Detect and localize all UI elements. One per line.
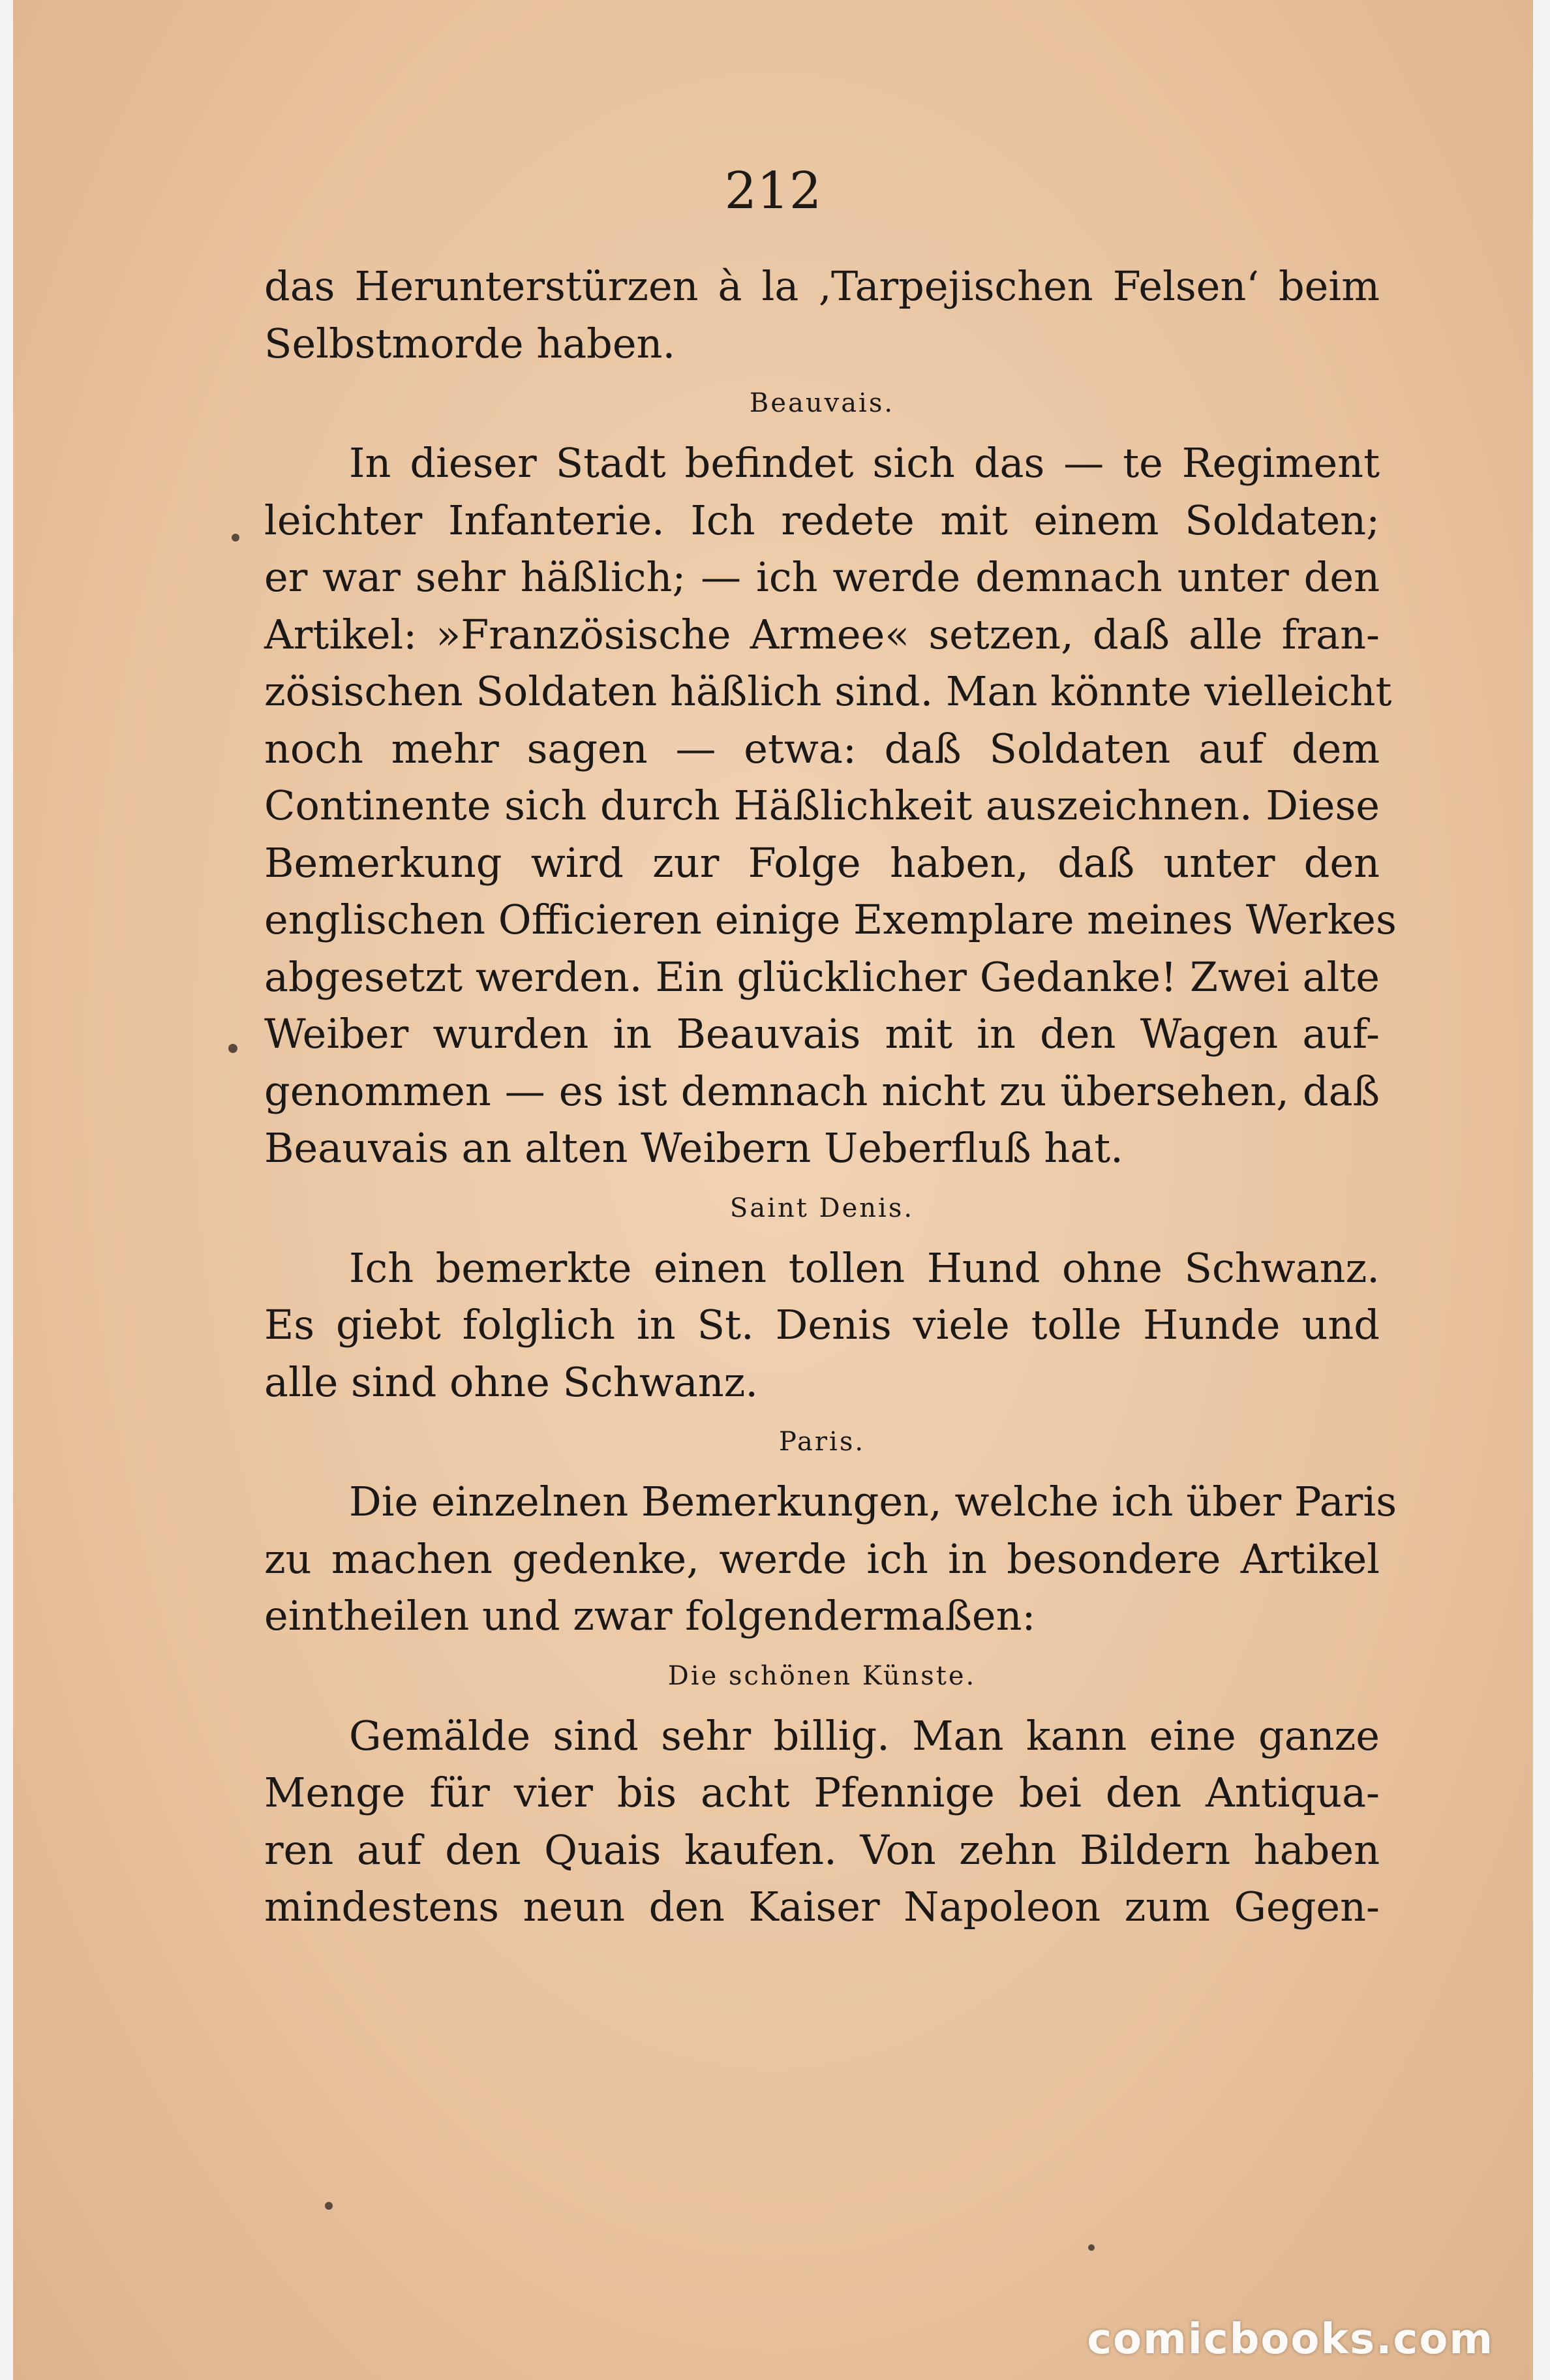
text-line: abgesetzt werden. Ein glücklicher Gedanke! Zwei alte: [264, 953, 1380, 1001]
paragraph: [264, 1707, 1380, 1936]
text-line: Weiber wurden in Beauvais mit in den Wagen auf-: [264, 1010, 1380, 1058]
paragraph: [264, 258, 1380, 372]
paragraph: [264, 1473, 1397, 1645]
paper-speck: [325, 2202, 333, 2210]
text-line: englischen Officieren einige Exemplare meines Werkes: [264, 896, 1397, 943]
text-line: Gemälde sind sehr billig. Man kann eine ganze: [349, 1711, 1380, 1760]
text-line: Ich bemerkte einen tollen Hund ohne Schwanz.: [349, 1243, 1380, 1292]
text-line: Die einzelnen Bemerkungen, welche ich über Paris: [349, 1478, 1397, 1525]
page-body: [264, 258, 1397, 1936]
text-line: noch mehr sagen — etwa: daß Soldaten auf dem: [264, 724, 1380, 772]
text-line: alle sind ohne Schwanz.: [264, 1358, 759, 1406]
text-line: ren auf den Quais kaufen. Von zehn Bildern haben: [264, 1825, 1380, 1874]
text-line: Artikel: »Französische Armee« setzen, daß alle fran-: [264, 610, 1380, 658]
text-line: In dieser Stadt befindet sich das — te Regiment: [349, 439, 1380, 487]
paper-speck: [232, 534, 239, 542]
text-line: Es giebt folglich in St. Denis viele tolle Hunde und: [264, 1301, 1380, 1349]
watermark: comicbooks.com: [1087, 2315, 1494, 2364]
text-line: Menge für vier bis acht Pfennige bei den Antiqua-: [264, 1769, 1380, 1816]
section-heading: Die schönen Künste.: [667, 1660, 977, 1691]
text-line: mindestens neun den Kaiser Napoleon zum Gegen-: [264, 1883, 1380, 1930]
section-heading: Saint Denis.: [729, 1193, 915, 1223]
text-line: zösischen Soldaten häßlich sind. Man könnte vielleicht: [264, 667, 1392, 715]
text-line: er war sehr häßlich; — ich werde demnach unter den: [264, 553, 1380, 601]
section-heading: Paris.: [778, 1427, 866, 1457]
text-line: Bemerkung wird zur Folge haben, daß unter den: [264, 838, 1380, 887]
text-line: genommen — es ist demnach nicht zu übersehen, daß: [264, 1067, 1380, 1115]
paragraph: [264, 435, 1397, 1177]
paper-speck: [228, 1044, 237, 1053]
text-line: das Herunterstürzen à la ‚Tarpejischen Felsen‘ beim: [264, 262, 1380, 310]
page-number: 212: [724, 162, 822, 221]
text-line: Selbstmorde haben.: [264, 319, 676, 367]
text-line: leichter Infanterie. Ich redete mit einem Soldaten;: [264, 496, 1380, 544]
book-page: [13, 0, 1533, 2380]
text-line: Beauvais an alten Weibern Ueberfluß hat.: [264, 1124, 1123, 1172]
paper-speck: [1088, 2244, 1095, 2251]
text-line: Continente sich durch Häßlichkeit auszeichnen. Diese: [264, 782, 1380, 829]
text-line: eintheilen und zwar folgendermaßen:: [264, 1592, 1036, 1640]
text-line: zu machen gedenke, werde ich in besondere Artikel: [264, 1534, 1380, 1583]
section-heading: Beauvais.: [749, 388, 895, 418]
paragraph: [264, 1240, 1380, 1411]
